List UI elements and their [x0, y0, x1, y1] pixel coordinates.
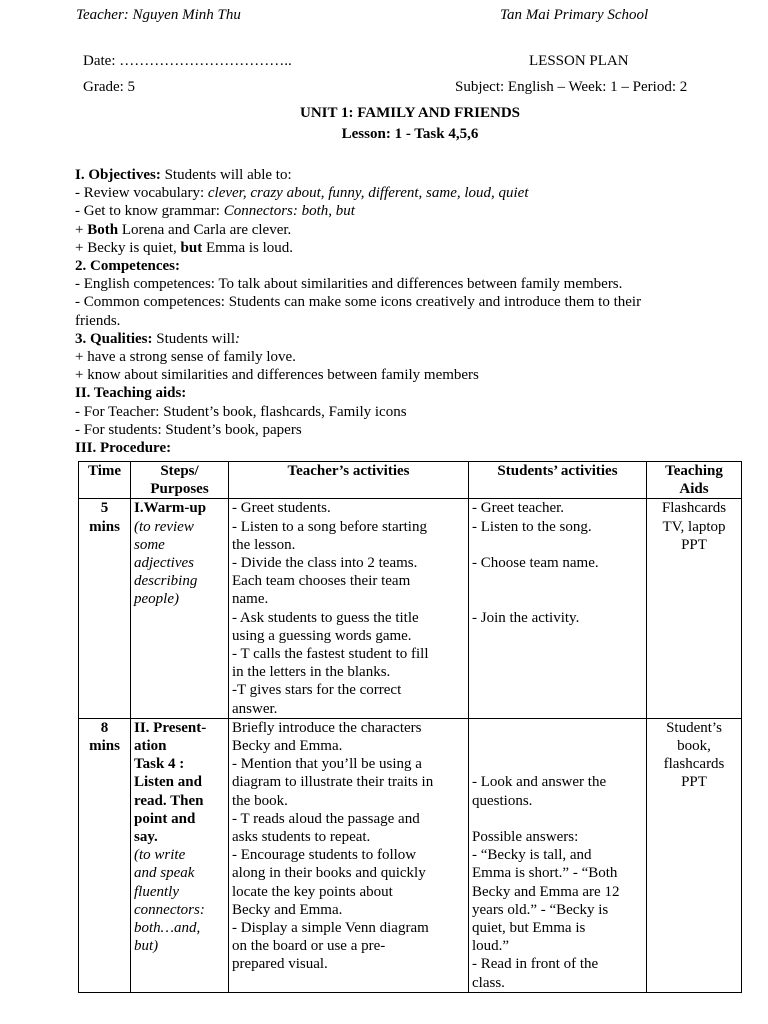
- row2-purpose-line: but): [134, 938, 159, 955]
- row2-teacher-line: - Mention that you’ll be using a: [232, 756, 422, 773]
- row2-student-line: - “Becky is tall, and: [472, 847, 592, 864]
- vocab-prefix: - Review vocabulary:: [75, 185, 208, 202]
- row2-student-line: loud.”: [472, 938, 510, 955]
- row2-purpose-line: and speak: [134, 865, 195, 882]
- vocab-line: [75, 184, 735, 202]
- qualities-colon: :: [235, 330, 241, 347]
- row2-teacher-line: Becky and Emma.: [232, 901, 343, 918]
- row2-time: [79, 718, 131, 992]
- col-time-label: Time: [87, 463, 122, 479]
- grammar-words: Connectors: both, but: [223, 203, 355, 220]
- row1-aid-line: PPT: [681, 536, 707, 553]
- row2-purpose-line: connectors:: [134, 901, 205, 918]
- grade: Grade: 5: [83, 79, 136, 95]
- row2-student-activities: [469, 718, 647, 992]
- example-2-rest: Emma is loud.: [202, 239, 294, 256]
- competences-line-1: - English competences: To talk about similarities and differences between family members.: [75, 276, 623, 293]
- row1-student-activities: [469, 499, 647, 718]
- col-time: [79, 462, 131, 499]
- example-1-prefix: +: [75, 221, 88, 238]
- qualities-intro: Students will: [152, 330, 236, 347]
- example-2: [75, 239, 735, 257]
- col-students-label: Students’ activities: [497, 463, 618, 479]
- row1-time-value: 5: [100, 500, 109, 517]
- procedure-heading: III. Procedure:: [75, 440, 172, 457]
- row2-step-title-line: Listen and: [134, 774, 202, 791]
- row1-aid-line: Flashcards: [661, 500, 727, 517]
- row1-aids: [647, 499, 742, 718]
- row1-purpose-line: some: [134, 536, 165, 553]
- col-students: [469, 462, 647, 499]
- row2-student-line: Becky and Emma are 12: [472, 883, 620, 900]
- row1-teacher-line: -T gives stars for the correct: [232, 682, 402, 699]
- col-aids-label-2: Aids: [679, 481, 709, 498]
- competences-line-3: friends.: [75, 312, 121, 329]
- objectives-heading-line: [75, 166, 735, 184]
- row1-aid-line: TV, laptop: [662, 518, 726, 535]
- spacer: [472, 590, 643, 608]
- procedure-table: [78, 461, 742, 993]
- col-aids: [647, 462, 742, 499]
- col-aids-label-1: Teaching: [665, 463, 723, 479]
- row2-aid-line: flashcards: [663, 756, 725, 773]
- spacer: [472, 719, 643, 737]
- date-field: Date: ……………………………..: [83, 53, 292, 69]
- row2-teacher-line: the book.: [232, 792, 288, 809]
- col-teacher-label: Teacher’s activities: [287, 463, 410, 479]
- row2-teacher-line: diagram to illustrate their traits in: [232, 774, 434, 791]
- row2-teacher-line: - T reads aloud the passage and: [232, 810, 420, 827]
- grammar-line: [75, 202, 735, 220]
- objectives-intro: Students will able to:: [160, 167, 292, 183]
- row1-teacher-line: name.: [232, 591, 269, 608]
- school-name: Tan Mai Primary School: [500, 7, 649, 23]
- qualities-heading-line: [75, 330, 735, 348]
- row2-teacher-line: on the board or use a pre-: [232, 938, 386, 955]
- spacer: [472, 536, 643, 554]
- row1-teacher-activities: [229, 499, 469, 718]
- row2-step-title-line: II. Present-: [134, 719, 207, 736]
- qualities-heading: 3. Qualities:: [75, 330, 153, 347]
- col-steps-label-2: Purposes: [150, 481, 209, 498]
- row2-teacher-line: along in their books and quickly: [232, 865, 426, 882]
- teaching-aids-teacher: - For Teacher: Student’s book, flashcards, Family icons: [75, 403, 407, 420]
- row2-time-value: 8: [100, 719, 109, 736]
- row1-teacher-line: Each team chooses their team: [232, 573, 411, 590]
- row2-time-unit: mins: [89, 738, 120, 755]
- row2-purpose-line: both…and,: [134, 920, 201, 937]
- doc-type: LESSON PLAN: [529, 53, 629, 69]
- example-1: [75, 221, 735, 239]
- row1-teacher-line: - Greet students.: [232, 500, 331, 517]
- row2-aid-line: PPT: [681, 774, 707, 791]
- example-1-bold: Both: [87, 221, 119, 238]
- row2-step-title-line: ation: [134, 738, 167, 755]
- row1-teacher-line: - T calls the fastest student to fill: [232, 646, 429, 663]
- row1-student-line: - Listen to the song.: [472, 518, 592, 535]
- teaching-aids-students: - For students: Student’s book, papers: [75, 421, 302, 438]
- row1-step: [131, 499, 229, 718]
- row2-student-line: Possible answers:: [472, 829, 579, 845]
- col-steps-label-1: Steps/: [160, 463, 199, 479]
- row1-teacher-line: answer.: [232, 700, 278, 717]
- row2-purpose-line: fluently: [134, 883, 179, 900]
- row2-teacher-line: - Encourage students to follow: [232, 847, 417, 864]
- row2-aid-line: book,: [677, 738, 711, 755]
- row1-teacher-line: using a guessing words game.: [232, 627, 412, 644]
- example-1-rest: Lorena and Carla are clever.: [118, 221, 292, 238]
- example-2-prefix: + Becky is quiet,: [75, 239, 181, 256]
- row2-step-title-line: read. Then: [134, 792, 204, 809]
- row2-teacher-line: asks students to repeat.: [232, 829, 371, 846]
- table-row: [79, 718, 742, 992]
- col-steps: [131, 462, 229, 499]
- row1-student-line: - Greet teacher.: [472, 500, 565, 517]
- competences-line-2: - Common competences: Students can make some icons creatively and introduce them to their: [75, 294, 642, 311]
- row1-teacher-line: the lesson.: [232, 536, 296, 553]
- row2-aid-line: Student’s: [666, 719, 722, 736]
- row2-purpose-line: (to write: [134, 847, 186, 864]
- teacher-name: Teacher: Nguyen Minh Thu: [76, 7, 241, 23]
- row1-student-line: - Join the activity.: [472, 609, 580, 626]
- row2-teacher-activities: [229, 718, 469, 992]
- example-2-bold: but: [180, 239, 203, 256]
- row1-teacher-line: - Divide the class into 2 teams.: [232, 555, 418, 572]
- row1-time: [79, 499, 131, 718]
- spacer: [472, 810, 643, 828]
- spacer: [472, 572, 643, 590]
- row1-teacher-line: - Listen to a song before starting: [232, 518, 427, 535]
- row2-step-title-line: Task 4 :: [134, 756, 185, 773]
- row2-student-line: years old.” - “Becky is: [472, 901, 609, 918]
- objectives-section: [75, 166, 735, 457]
- teaching-aids-heading: II. Teaching aids:: [75, 385, 187, 402]
- qualities-line-1: + have a strong sense of family love.: [75, 349, 296, 366]
- qualities-line-2: + know about similarities and differences between family members: [75, 367, 479, 384]
- row1-teacher-line: - Ask students to guess the title: [232, 609, 419, 626]
- row2-student-line: Emma is short.” - “Both: [472, 865, 618, 882]
- competences-heading: 2. Competences:: [75, 258, 180, 275]
- row1-purpose-line: adjectives: [134, 555, 194, 572]
- table-header-row: [79, 462, 742, 499]
- spacer: [472, 755, 643, 773]
- row2-step: [131, 718, 229, 992]
- row2-step-title-line: say.: [134, 829, 158, 846]
- row1-purpose-line: (to review: [134, 518, 194, 535]
- row1-student-line: - Choose team name.: [472, 555, 599, 571]
- objectives-heading: I. Objectives:: [75, 167, 161, 183]
- row2-step-title-line: point and: [134, 810, 196, 827]
- lesson-title: Lesson: 1 - Task 4,5,6: [341, 126, 479, 142]
- row1-purpose-line: people): [134, 591, 179, 608]
- row2-teacher-line: - Display a simple Venn diagram: [232, 920, 429, 937]
- unit-title: UNIT 1: FAMILY AND FRIENDS: [299, 105, 521, 121]
- row2-student-line: class.: [472, 974, 505, 991]
- subject-line: Subject: English – Week: 1 – Period: 2: [455, 79, 688, 95]
- row2-student-line: - Look and answer the: [472, 774, 607, 791]
- row2-teacher-line: Briefly introduce the characters: [232, 719, 422, 736]
- row2-student-line: quiet, but Emma is: [472, 920, 586, 937]
- row2-teacher-line: prepared visual.: [232, 956, 328, 973]
- row1-purpose-line: describing: [134, 573, 198, 590]
- row2-student-line: - Read in front of the: [472, 956, 599, 973]
- row2-teacher-line: Becky and Emma.: [232, 738, 343, 755]
- spacer: [472, 737, 643, 755]
- row1-step-title: I.Warm-up: [134, 500, 207, 517]
- col-teacher: [229, 462, 469, 499]
- row1-time-unit: mins: [89, 518, 120, 535]
- row1-teacher-line: in the letters in the blanks.: [232, 664, 391, 681]
- table-row: [79, 499, 742, 718]
- row2-teacher-line: locate the key points about: [232, 883, 393, 900]
- grammar-prefix: - Get to know grammar:: [75, 203, 224, 220]
- row2-aids: [647, 718, 742, 992]
- row2-student-line: questions.: [472, 792, 533, 809]
- vocab-words: clever, crazy about, funny, different, same, loud, quiet: [207, 185, 529, 202]
